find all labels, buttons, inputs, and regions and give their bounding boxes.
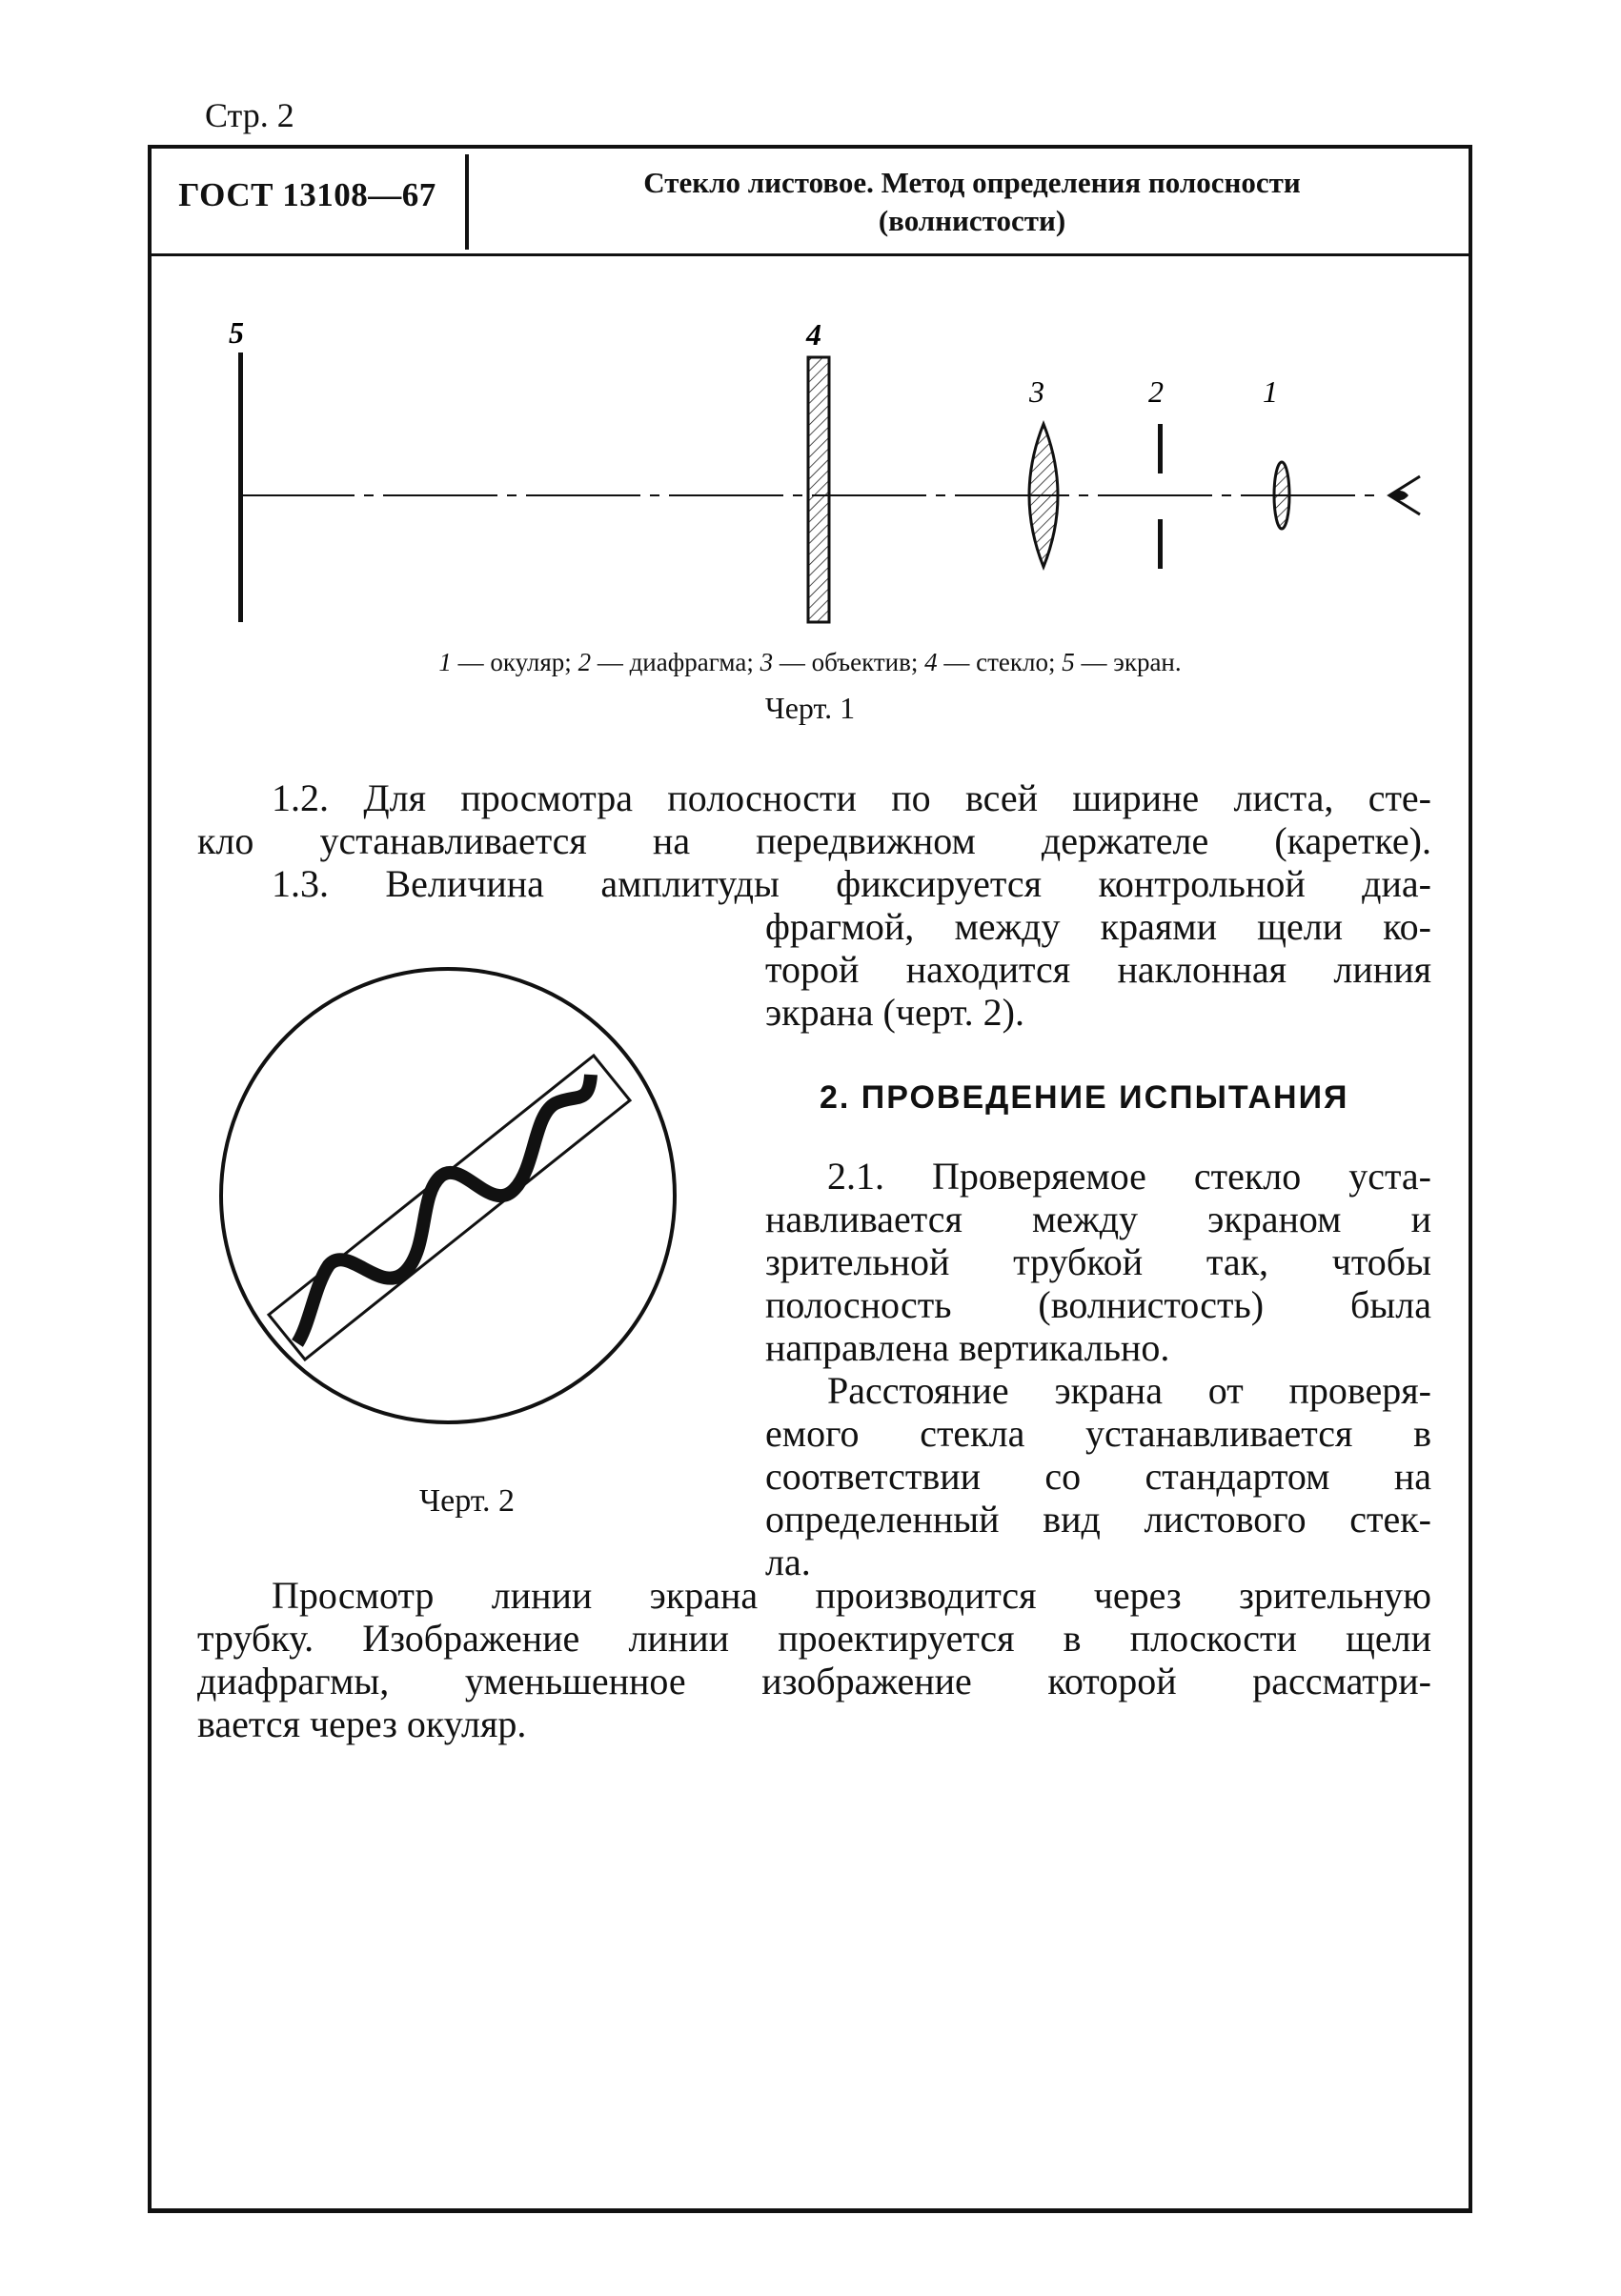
document-title-line-2: (волнистости) — [878, 204, 1066, 237]
paragraph-1-2-line-1: 1.2. Для просмотра полосности по всей ширине листа, сте- — [272, 776, 1431, 819]
paragraph-distance-line-4: определенный вид листового стек- — [765, 1498, 1431, 1541]
eyepiece-lens — [1274, 462, 1289, 529]
paragraph-distance — [765, 1369, 1431, 1583]
paragraph-1-2 — [197, 776, 1431, 862]
objective-lens — [1029, 424, 1058, 567]
frame-top-border — [148, 145, 1472, 149]
field-of-view-circle — [221, 969, 675, 1422]
diaphragm-upper — [1158, 424, 1163, 473]
diaphragm-lower — [1158, 519, 1163, 569]
label-screen: 5 — [229, 315, 244, 350]
figure2-caption: Черт. 2 — [419, 1483, 516, 1519]
paragraph-distance-line-5: ла. — [765, 1541, 811, 1583]
paragraph-1-3-line-1: 1.3. Величина амплитуды фиксируется контрольной диа- — [272, 862, 1431, 905]
legend-num-1: 1 — [438, 648, 452, 676]
optical-scheme-diagram — [152, 305, 1468, 638]
header-rule — [148, 253, 1472, 256]
paragraph-2-1-line-4: полосность (волнистость) была — [765, 1283, 1431, 1326]
glass-plate — [808, 357, 829, 622]
section-2-heading: 2. ПРОВЕДЕНИЕ ИСПЫТАНИЯ — [820, 1079, 1349, 1116]
page-number: Стр. 2 — [205, 96, 294, 134]
paragraph-1-3-first-line — [197, 862, 1431, 905]
legend-num-4: 4 — [924, 648, 938, 676]
legend-num-5: 5 — [1062, 648, 1075, 676]
frame-left-border — [148, 145, 152, 2212]
frame-right-border — [1469, 145, 1472, 2212]
paragraph-distance-line-1: Расстояние экрана от проверя- — [827, 1369, 1431, 1412]
paragraph-2-1-line-5: направлена вертикально. — [765, 1326, 1170, 1369]
paragraph-1-3-line-3: торой находится наклонная линия — [765, 948, 1431, 991]
legend-text-1: — окуляр; — [457, 648, 572, 676]
paragraph-distance-line-2: емого стекла устанавливается в — [765, 1412, 1431, 1455]
paragraph-viewing — [197, 1574, 1431, 1745]
paragraph-2-1-line-2: навливается между экраном и — [765, 1198, 1431, 1240]
figure1-caption: Черт. 1 — [764, 691, 856, 725]
wavy-screen-line — [297, 1075, 591, 1343]
paragraph-1-2-line-2: кло устанавливается на передвижном держателе (каретке). — [197, 819, 1431, 862]
paragraph-viewing-line-4: вается через окуляр. — [197, 1702, 527, 1745]
figure1-legend — [152, 648, 1468, 677]
paragraph-1-3-line-4: экрана (черт. 2). — [765, 991, 1024, 1034]
legend-text-4: — стекло; — [943, 648, 1056, 676]
paragraph-distance-line-3: соответствии со стандартом на — [765, 1455, 1431, 1498]
label-objective: 3 — [1029, 374, 1044, 409]
label-glass: 4 — [806, 317, 821, 352]
paragraph-2-1-line-3: зрительной трубкой так, чтобы — [765, 1240, 1431, 1283]
header-divider — [465, 154, 469, 250]
legend-text-2: — диафрагма; — [597, 648, 754, 676]
document-title — [476, 164, 1468, 240]
paragraph-1-3-rest — [765, 905, 1431, 1034]
document-code: ГОСТ 13108—67 — [178, 176, 436, 213]
paragraph-viewing-line-1: Просмотр линии экрана производится через зрительную — [272, 1574, 1431, 1617]
legend-text-3: — объектив; — [779, 648, 919, 676]
screen-bar — [238, 352, 243, 622]
paragraph-1-3-line-2: фрагмой, между краями щели ко- — [765, 905, 1431, 948]
legend-text-5: — экран. — [1081, 648, 1182, 676]
label-diaphragm: 2 — [1148, 374, 1164, 409]
document-title-line-1: Стекло листовое. Метод определения полосности — [643, 166, 1301, 199]
paragraph-viewing-line-3: диафрагмы, уменьшенное изображение которой рассматри- — [197, 1660, 1431, 1702]
figure2-eyepiece-view — [191, 962, 724, 1439]
paragraph-viewing-line-2: трубку. Изображение линии проектируется в плоскости щели — [197, 1617, 1431, 1660]
paragraph-2-1-line-1: 2.1. Проверяемое стекло уста- — [827, 1155, 1431, 1198]
label-eyepiece: 1 — [1263, 374, 1278, 409]
paragraph-2-1 — [765, 1155, 1431, 1369]
legend-num-3: 3 — [760, 648, 774, 676]
legend-num-2: 2 — [577, 648, 592, 676]
frame-bottom-border — [148, 2208, 1472, 2213]
